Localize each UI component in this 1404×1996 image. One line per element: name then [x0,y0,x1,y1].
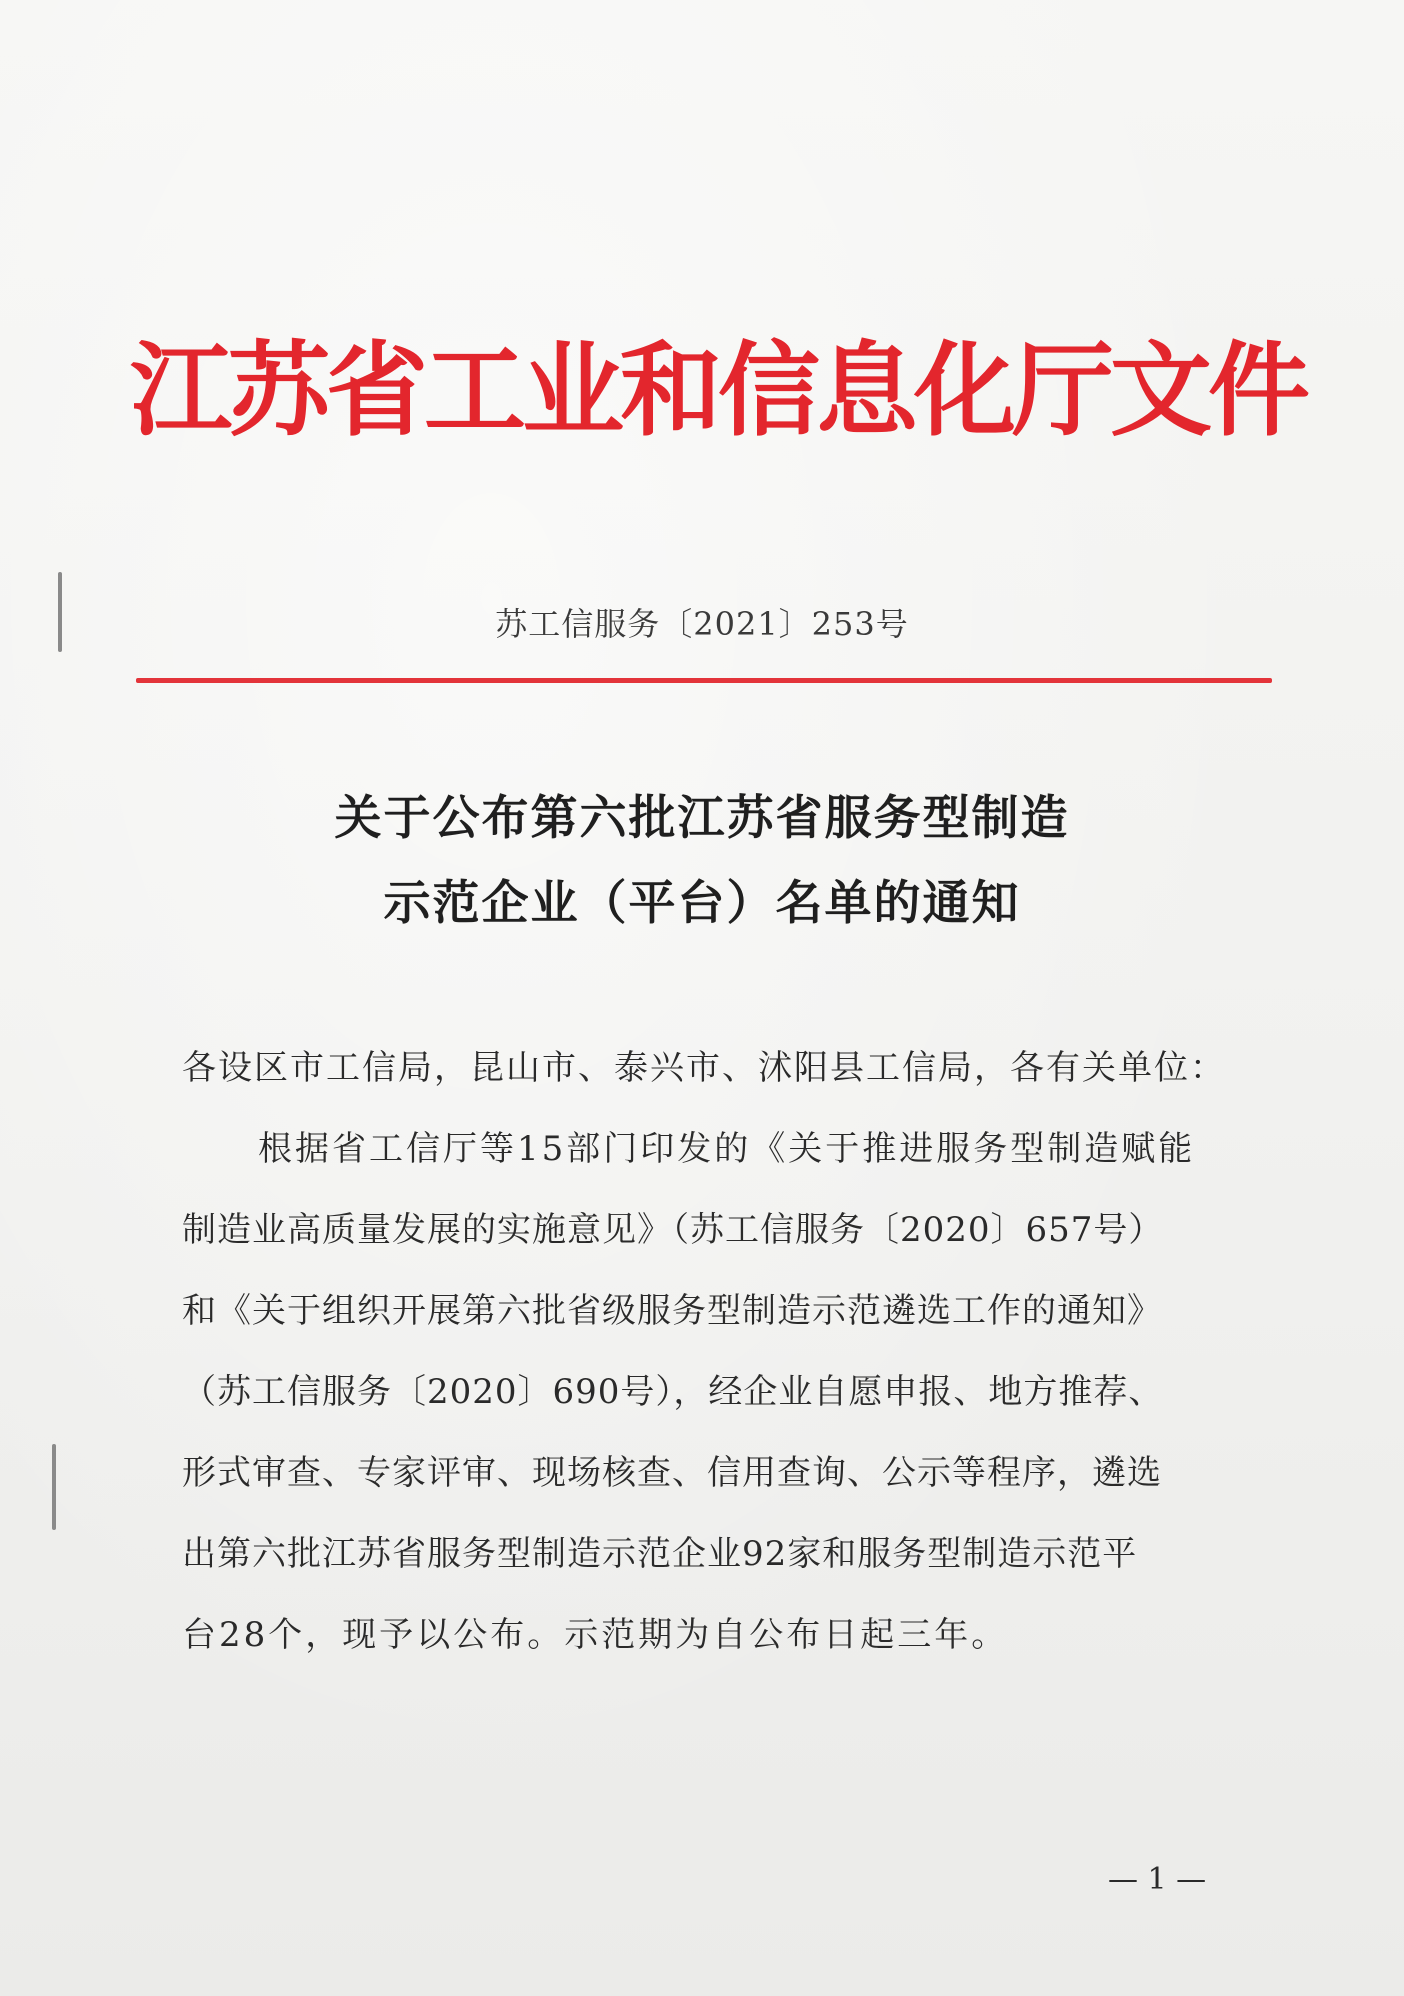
body-paragraph-line: 台28个，现予以公布。示范期为自公布日起三年。 [182,1615,1009,1655]
body-paragraph-line: 形式审查、专家评审、现场核查、信用查询、公示等程序，遴选 [182,1453,1162,1493]
letterhead-title: 江苏省工业和信息化厅文件 [130,331,1306,451]
body-paragraph-line: 和《关于组织开展第六批省级服务型制造示范遴选工作的通知》 [182,1291,1162,1331]
body-paragraph-line: （苏工信服务〔2020〕690号），经企业自愿申报、地方推荐、 [182,1372,1164,1412]
addressee-line: 各设区市工信局，昆山市、泰兴市、沭阳县工信局，各有关单位： [182,1048,1226,1088]
red-divider-rule [136,678,1272,683]
document-number: 苏工信服务〔2021〕253号 [495,605,909,643]
body-paragraph-line: 根据省工信厅等15部门印发的《关于推进服务型制造赋能 [258,1129,1196,1169]
body-paragraph-line: 出第六批江苏省服务型制造示范企业92家和服务型制造示范平 [182,1534,1138,1574]
page-number: — 1 — [1108,1862,1207,1897]
notice-title-line-2: 示范企业（平台）名单的通知 [383,876,1021,931]
binding-staple-mark [52,1444,56,1530]
body-paragraph-line: 制造业高质量发展的实施意见》（苏工信服务〔2020〕657号） [182,1210,1164,1250]
notice-title-line-1: 关于公布第六批江苏省服务型制造 [334,791,1070,846]
